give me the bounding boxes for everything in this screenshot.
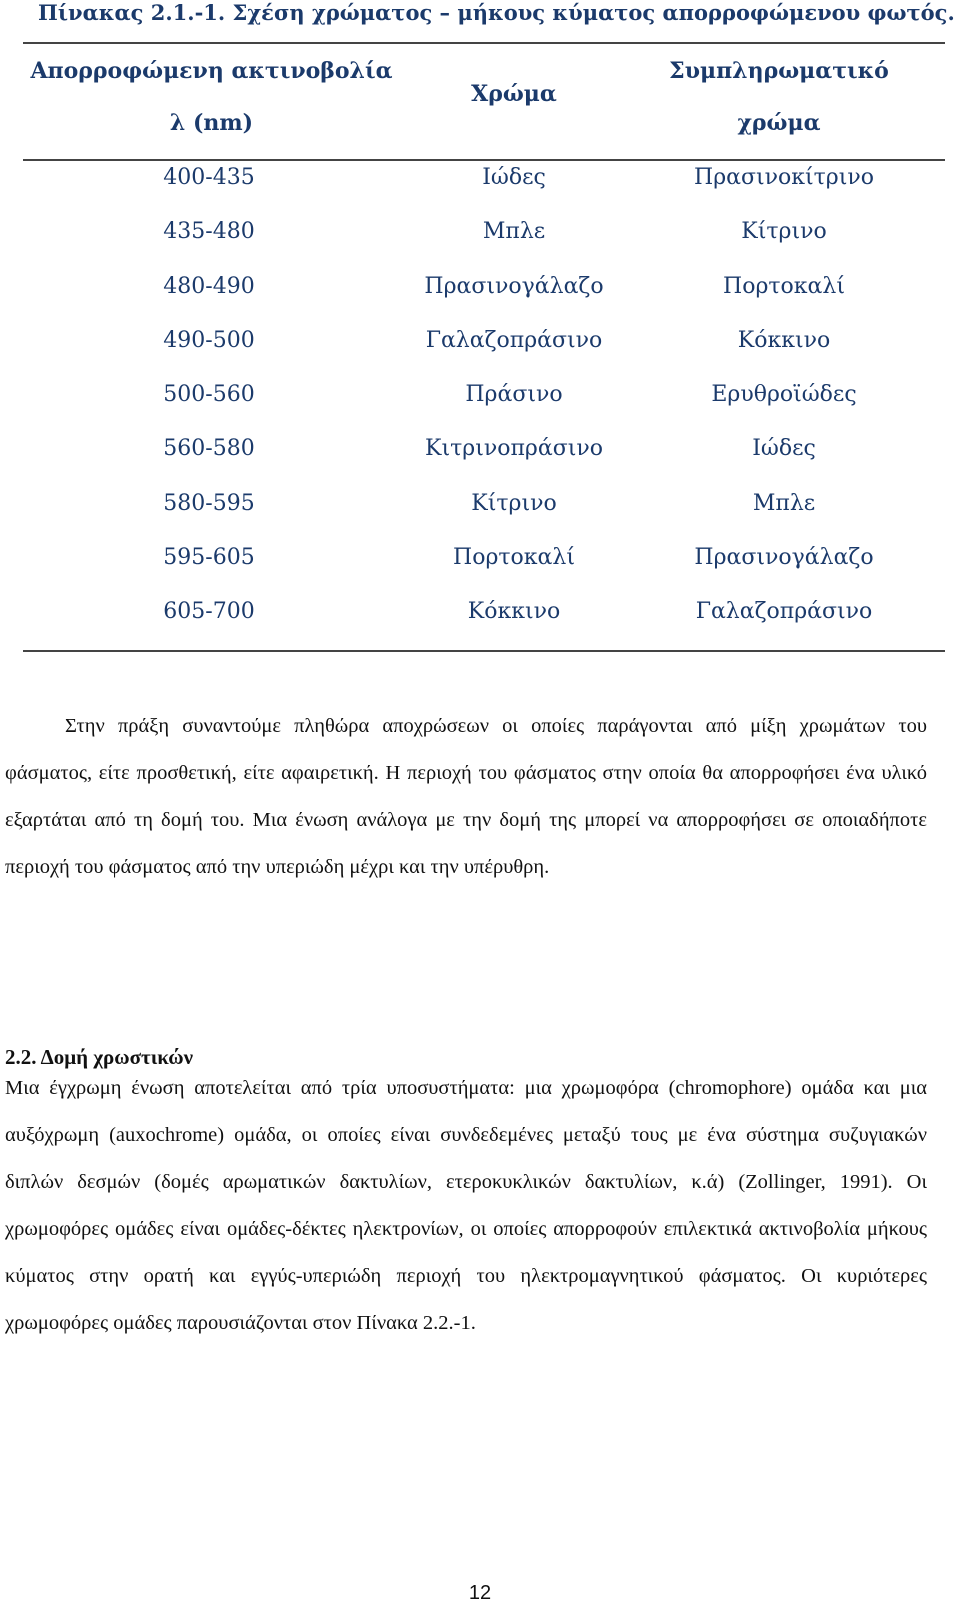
body-paragraph: Μια έγχρωμη ένωση αποτελείται από τρία υποσυστήματα: μια χρωμοφόρα (chromophore) ομάδα και μια αυξόχρωμη (auxochrome) ομάδα, οι οποίες είναι συνδεδεμένες μεταξύ τους με ένα σύστημα συζυγιακών διπλών δεσμών (δομές αρωματικών δακτυλίων, ετεροκυκλικών δακτυλίων, κ.ά) (Zollinger, 1991). Οι χρωμοφόρες ομάδες είναι ομάδες-δέκτες ηλεκτρονίων, οι οποίες απορροφούν επιλεκτικά ακτινοβολία μήκους κύματος στην ορατή και εγγύς-υπεριώδη περιοχή του ηλεκτρομαγνητικού φάσματος. Οι κυριότερες χρωμοφόρες ομάδες παρουσιάζονται στον Πίνακα 2.2.-1. [5,1077,927,1334]
header-absorbed-radiation-line1: Απορροφώμενη ακτινοβολία [30,58,393,84]
body-paragraph: Στην πράξη συναντούμε πληθώρα αποχρώσεων οι οποίες παράγονται από μίξη χρωμάτων του φάσματος, είτε προσθετική, είτε αφαιρετική. Η περιοχή του φάσματος στην οποία θα απορροφήσει ένα υλικό εξαρτάται από τη δομή του. Μια ένωση ανάλογα με την δομή της μπορεί να απορροφήσει σε οποιαδήποτε περιοχή του φάσματος από την υπεριώδη μέχρι και την υπέρυθρη. [5,715,927,878]
table-row [14,591,946,645]
cell-color: Κόκκινο [467,599,561,625]
cell-wavelength-range: 560-580 [163,436,255,462]
cell-wavelength-range: 490-500 [163,327,255,353]
cell-color: Κιτρινοπράσινο [425,436,603,462]
header-absorbed-radiation [14,45,409,149]
cell-color: Πράσινο [465,382,563,408]
page-number: 12 [468,1582,492,1604]
cell-wavelength-range: 595-605 [163,545,255,571]
table-row [14,374,946,428]
cell-complementary-color: Πρασινοκίτρινο [694,165,874,190]
cell-wavelength-range: 435-480 [163,219,255,245]
cell-color: Κίτρινο [471,490,557,516]
cell-complementary-color: Κίτρινο [741,219,827,245]
cell-wavelength-range: 500-560 [163,382,255,408]
cell-color: Πορτοκαλί [453,545,575,571]
cell-complementary-color: Πορτοκαλί [723,273,845,299]
header-complementary-color-line1: Συμπληρωματικό [669,58,889,84]
table-row [14,320,946,374]
header-complementary-color [624,45,934,149]
section-heading: 2.2. Δομή χρωστικών [5,1045,194,1069]
cell-wavelength-range: 400-435 [163,165,255,190]
cell-wavelength-range: 480-490 [163,273,255,299]
table-row [14,537,946,591]
header-complementary-color-line2: χρώμα [737,110,821,136]
cell-color: Μπλε [482,219,546,245]
table-row [14,211,946,265]
cell-color: Πρασινογάλαζο [424,273,604,299]
table-row [14,157,946,211]
table-row [14,428,946,482]
table-top-rule [23,42,945,44]
cell-complementary-color: Ιώδες [752,436,816,462]
header-absorbed-radiation-line2: λ (nm) [169,110,254,136]
cell-complementary-color: Πρασινογάλαζο [694,545,874,571]
table-row [14,266,946,320]
cell-complementary-color: Ερυθροϊώδες [711,382,857,408]
cell-color: Γαλαζοπράσινο [425,327,603,353]
cell-complementary-color: Μπλε [752,490,816,516]
table-body [14,157,946,646]
cell-color: Ιώδες [482,165,546,190]
table-caption: Πίνακας 2.1.-1. Σχέση χρώματος – μήκους κύματος απορροφώμενου φωτός. [38,0,955,25]
cell-wavelength-range: 580-595 [163,490,255,516]
table-row [14,483,946,537]
cell-complementary-color: Κόκκινο [737,327,831,353]
header-color: Χρώμα [471,81,557,107]
table-bottom-rule [23,650,945,652]
cell-wavelength-range: 605-700 [163,599,255,625]
cell-complementary-color: Γαλαζοπράσινο [695,599,873,625]
